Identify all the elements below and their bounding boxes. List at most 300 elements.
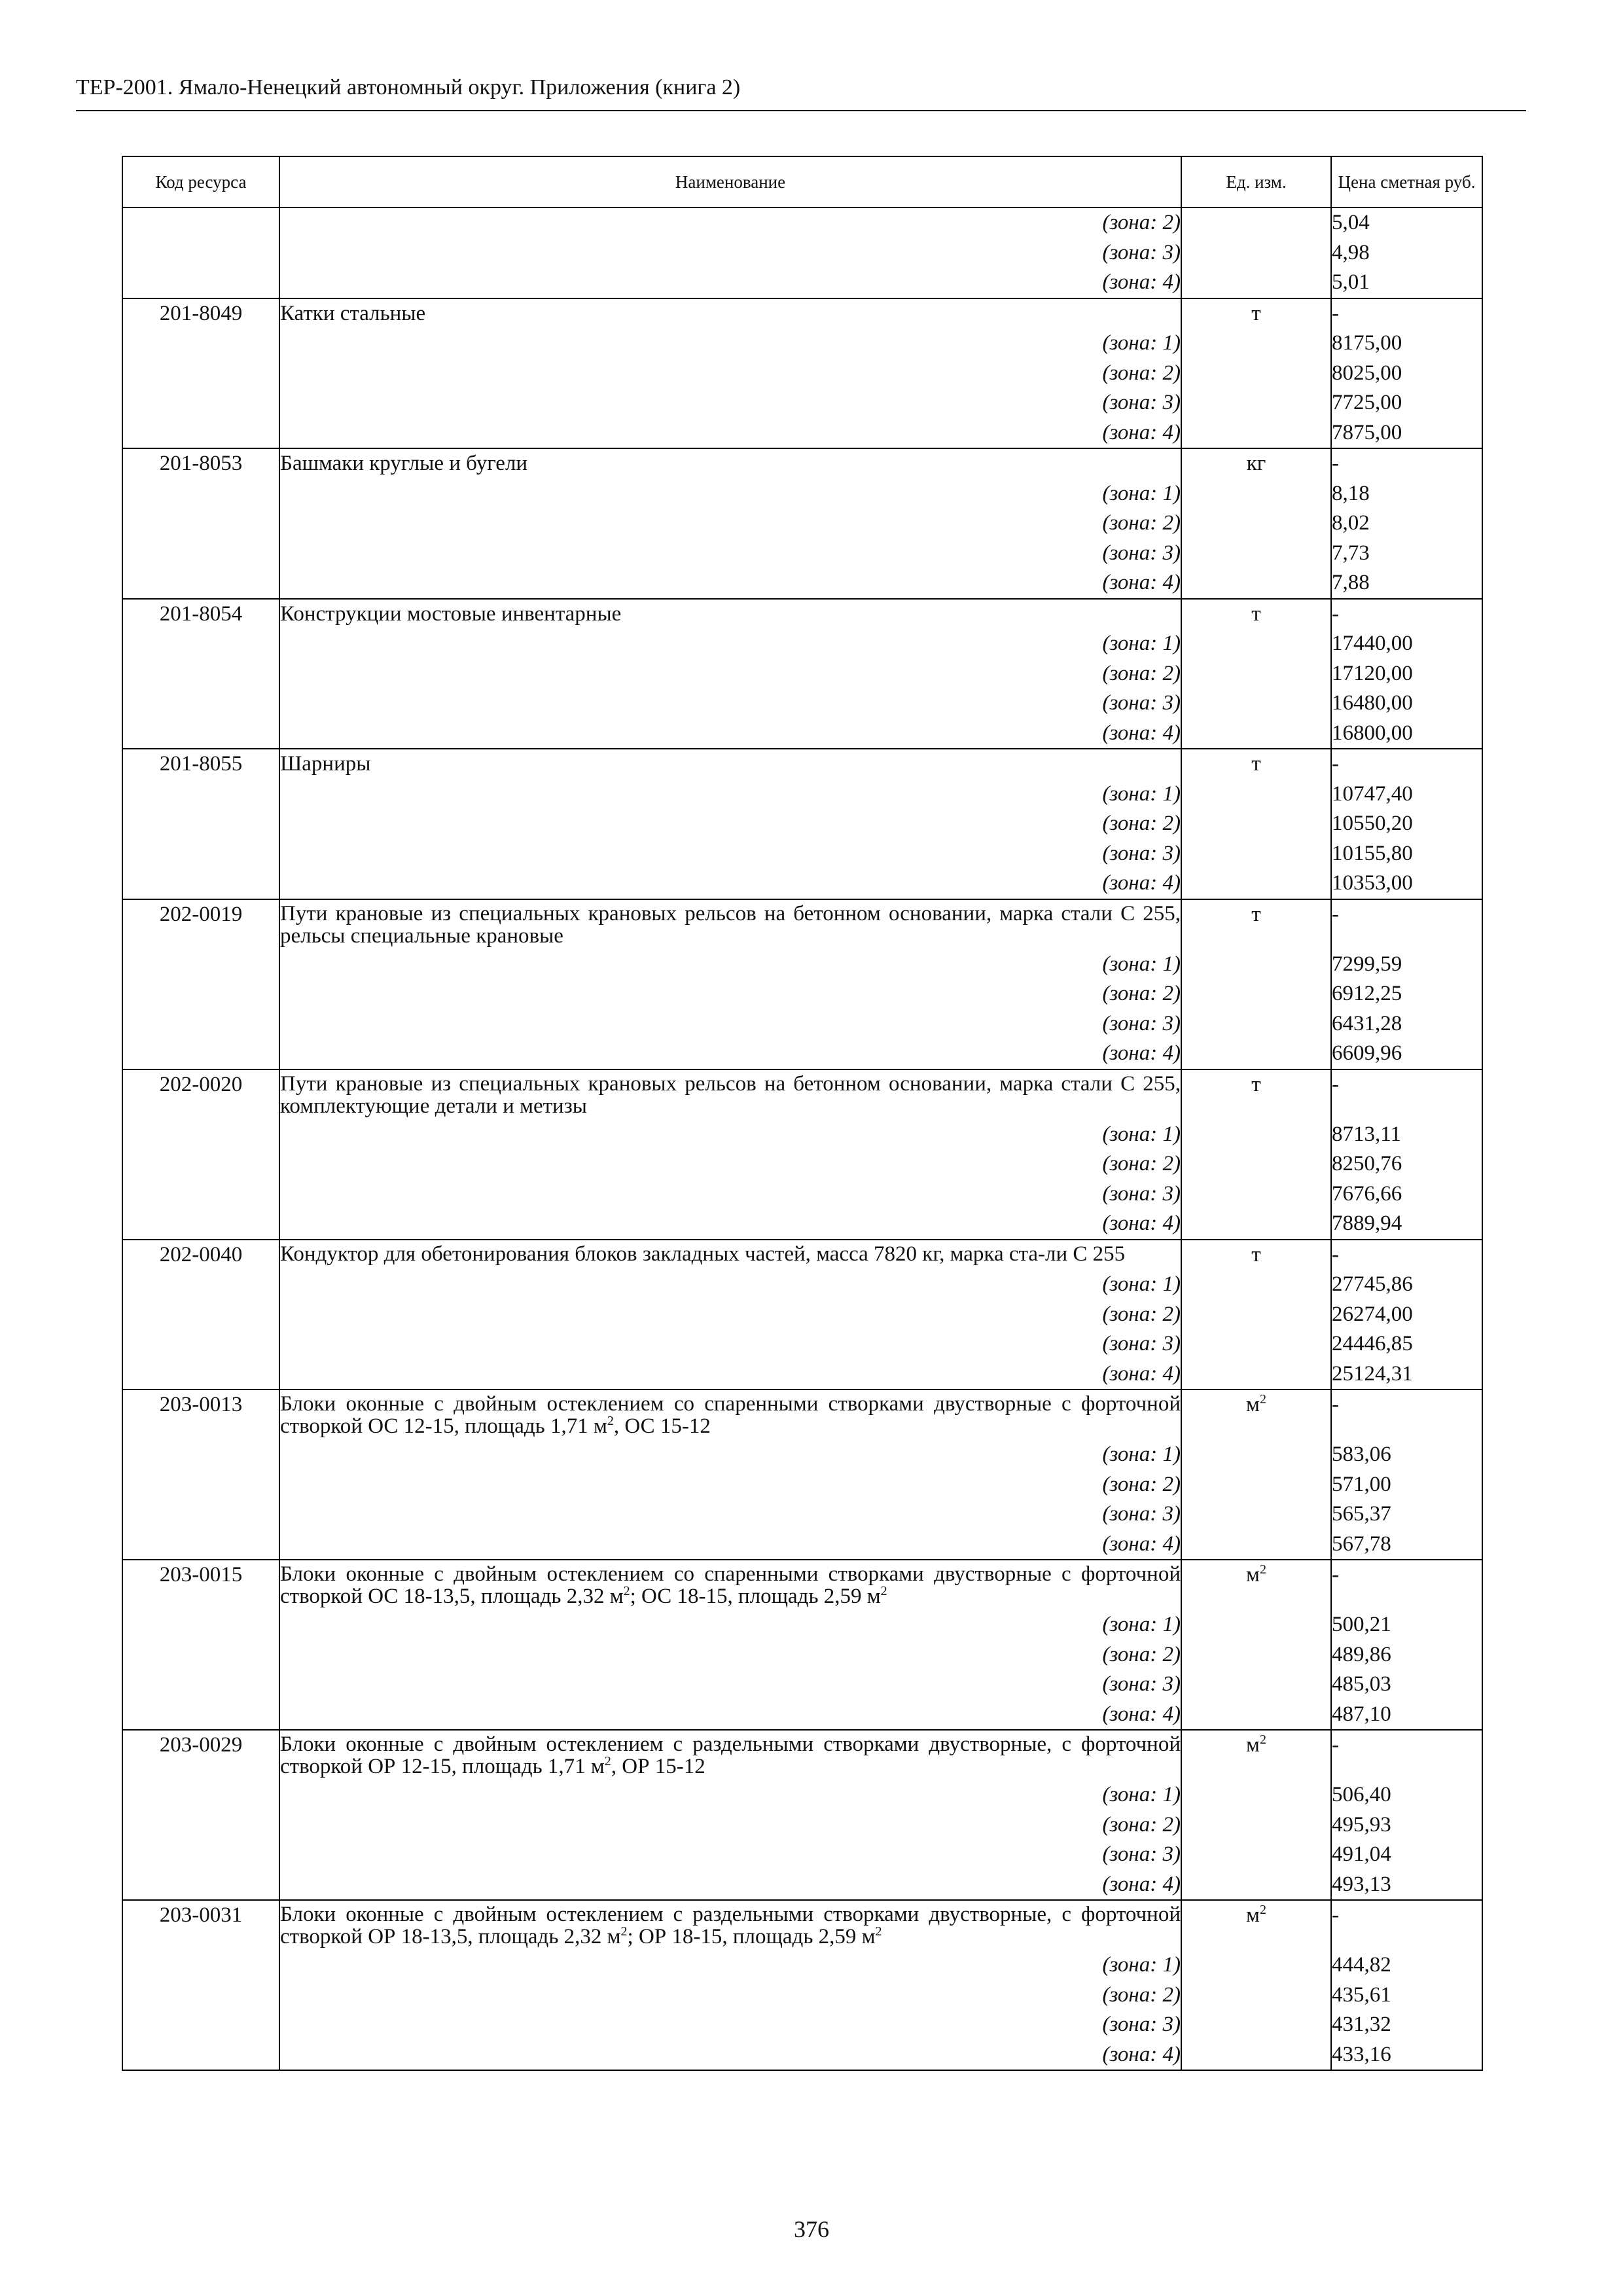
resource-code-cell: [122, 539, 279, 569]
zone-price: 10353,00: [1331, 869, 1482, 899]
unit-cell: [1181, 359, 1331, 389]
zone-price: 444,82: [1331, 1950, 1482, 1981]
zone-row: [122, 1179, 1482, 1210]
resource-name: Блоки оконные с двойным остеклением с раздельными створками двустворные, с форточной створкой ОР 18-13,5, площадь 2,32 $м^2$; ОР 18-15, площадь 2,59 $м^2$: [279, 1900, 1181, 1950]
col-header-name: Наименование: [279, 156, 1181, 207]
zone-price: 8,18: [1331, 479, 1482, 509]
unit-cell: [1181, 809, 1331, 839]
unit-cell: [1181, 979, 1331, 1009]
zone-row: [122, 629, 1482, 659]
zone-row: [122, 839, 1482, 869]
resource-unit: $м^2$: [1181, 1900, 1331, 1950]
header-title: ТЕР-2001. Ямало-Ненецкий автономный округ. Приложения (книга 2): [76, 75, 741, 99]
resource-code-cell: [122, 1270, 279, 1300]
zone-row: [122, 329, 1482, 359]
unit-cell: [1181, 839, 1331, 869]
zone-price: 7725,00: [1331, 388, 1482, 418]
resource-code-cell: [122, 1530, 279, 1560]
zone-row: [122, 539, 1482, 569]
resource-unit: т: [1181, 899, 1331, 950]
zone-price: 25124,31: [1331, 1359, 1482, 1390]
zone-row: [122, 1270, 1482, 1300]
zone-price: 10747,40: [1331, 780, 1482, 810]
zone-price: 6912,25: [1331, 979, 1482, 1009]
zone-label: (зона: 1): [279, 329, 1181, 359]
zone-price: 16480,00: [1331, 689, 1482, 719]
resource-code-cell: [122, 1981, 279, 2011]
unit-cell: [1181, 1329, 1331, 1359]
zone-row: [122, 568, 1482, 599]
resource-code-cell: [122, 1840, 279, 1870]
resource-row: [122, 448, 1482, 479]
unit-cell: [1181, 1981, 1331, 2011]
zone-price: 487,10: [1331, 1700, 1482, 1731]
resource-row: [122, 899, 1482, 950]
resource-code-cell: [122, 1870, 279, 1901]
resource-name: Катки стальные: [279, 298, 1181, 329]
resource-price: -: [1331, 1240, 1482, 1270]
zone-price: 491,04: [1331, 1840, 1482, 1870]
zone-row: [122, 659, 1482, 689]
zone-label: (зона: 1): [279, 1270, 1181, 1300]
unit-cell: [1181, 539, 1331, 569]
zone-row: [122, 780, 1482, 810]
unit-cell: [1181, 1530, 1331, 1560]
unit-cell: [1181, 1870, 1331, 1901]
resource-code-cell: [122, 1359, 279, 1390]
zone-row: [122, 1670, 1482, 1700]
zone-label: (зона: 4): [279, 2040, 1181, 2071]
zone-label: (зона: 1): [279, 1610, 1181, 1640]
zone-label: (зона: 2): [279, 1149, 1181, 1179]
resource-code-cell: [122, 1440, 279, 1470]
zone-row: [122, 479, 1482, 509]
zone-label: (зона: 4): [279, 268, 1181, 298]
resource-code-cell: [122, 268, 279, 298]
zone-row: [122, 359, 1482, 389]
zone-label: (зона: 2): [279, 207, 1181, 238]
unit-cell: [1181, 1670, 1331, 1700]
resource-unit: $м^2$: [1181, 1390, 1331, 1440]
zone-row: [122, 1780, 1482, 1810]
zone-row: [122, 1149, 1482, 1179]
resource-code-cell: [122, 388, 279, 418]
zone-row: [122, 1120, 1482, 1150]
unit-cell: [1181, 1300, 1331, 1330]
unit-cell: [1181, 1499, 1331, 1530]
zone-row: [122, 869, 1482, 899]
zone-price: 8025,00: [1331, 359, 1482, 389]
unit-cell: [1181, 869, 1331, 899]
unit-cell: [1181, 329, 1331, 359]
resource-code: 202-0020: [122, 1069, 279, 1120]
resource-row: [122, 1240, 1482, 1270]
zone-price: 506,40: [1331, 1780, 1482, 1810]
zone-label: (зона: 2): [279, 1640, 1181, 1670]
resource-code-cell: [122, 1780, 279, 1810]
unit-cell: [1181, 1440, 1331, 1470]
zone-price: 7676,66: [1331, 1179, 1482, 1210]
zone-row: [122, 2010, 1482, 2040]
resource-price: -: [1331, 448, 1482, 479]
zone-label: (зона: 3): [279, 689, 1181, 719]
zone-price: 6431,28: [1331, 1009, 1482, 1039]
zone-label: (зона: 3): [279, 1009, 1181, 1039]
zone-price: 27745,86: [1331, 1270, 1482, 1300]
zone-price: 7299,59: [1331, 950, 1482, 980]
resource-code-cell: [122, 1499, 279, 1530]
zone-row: [122, 1610, 1482, 1640]
resource-code-cell: [122, 1670, 279, 1700]
unit-cell: [1181, 1950, 1331, 1981]
resource-code-cell: [122, 869, 279, 899]
unit-cell: [1181, 1470, 1331, 1500]
zone-price: 500,21: [1331, 1610, 1482, 1640]
zone-label: (зона: 4): [279, 1359, 1181, 1390]
resource-unit: т: [1181, 298, 1331, 329]
resource-row: [122, 298, 1482, 329]
zone-price: 567,78: [1331, 1530, 1482, 1560]
zone-label: (зона: 2): [279, 1300, 1181, 1330]
unit-cell: [1181, 1610, 1331, 1640]
zone-price: 17120,00: [1331, 659, 1482, 689]
zone-label: (зона: 2): [279, 359, 1181, 389]
zone-price: 435,61: [1331, 1981, 1482, 2011]
zone-price: 24446,85: [1331, 1329, 1482, 1359]
unit-cell: [1181, 1009, 1331, 1039]
zone-label: (зона: 1): [279, 479, 1181, 509]
col-header-price: Цена сметная руб.: [1331, 156, 1482, 207]
zone-price: 571,00: [1331, 1470, 1482, 1500]
zone-row: [122, 238, 1482, 268]
zone-price: 10550,20: [1331, 809, 1482, 839]
zone-label: (зона: 4): [279, 1870, 1181, 1901]
zone-label: (зона: 4): [279, 418, 1181, 449]
unit-cell: [1181, 568, 1331, 599]
resource-code: 202-0040: [122, 1240, 279, 1270]
unit-cell: [1181, 1640, 1331, 1670]
zone-row: [122, 207, 1482, 238]
zone-label: (зона: 1): [279, 1440, 1181, 1470]
zone-price: 7,73: [1331, 539, 1482, 569]
resource-code-cell: [122, 1120, 279, 1150]
resource-code-cell: [122, 1179, 279, 1210]
zone-row: [122, 1009, 1482, 1039]
zone-price: 431,32: [1331, 2010, 1482, 2040]
zone-label: (зона: 4): [279, 568, 1181, 599]
zone-label: (зона: 2): [279, 509, 1181, 539]
zone-row: [122, 1499, 1482, 1530]
resource-code-cell: [122, 207, 279, 238]
unit-cell: [1181, 479, 1331, 509]
zone-row: [122, 809, 1482, 839]
resource-row: [122, 1390, 1482, 1440]
zone-label: (зона: 2): [279, 1470, 1181, 1500]
zone-price: 495,93: [1331, 1810, 1482, 1840]
zone-label: (зона: 1): [279, 1120, 1181, 1150]
zone-label: (зона: 3): [279, 1499, 1181, 1530]
resource-code: 203-0031: [122, 1900, 279, 1950]
zone-label: (зона: 2): [279, 659, 1181, 689]
zone-row: [122, 418, 1482, 449]
resource-code: 202-0019: [122, 899, 279, 950]
zone-label: (зона: 4): [279, 1039, 1181, 1069]
unit-cell: [1181, 509, 1331, 539]
resource-name: Конструкции мостовые инвентарные: [279, 599, 1181, 630]
resource-code-cell: [122, 1640, 279, 1670]
zone-price: 8250,76: [1331, 1149, 1482, 1179]
resource-unit: $м^2$: [1181, 1560, 1331, 1610]
zone-label: (зона: 3): [279, 1329, 1181, 1359]
zone-row: [122, 1840, 1482, 1870]
unit-cell: [1181, 719, 1331, 749]
zone-label: (зона: 4): [279, 719, 1181, 749]
resource-price: -: [1331, 1900, 1482, 1950]
resource-code-cell: [122, 329, 279, 359]
unit-cell: [1181, 207, 1331, 238]
zone-row: [122, 388, 1482, 418]
resource-code: 201-8055: [122, 749, 279, 780]
resource-code-cell: [122, 1209, 279, 1240]
zone-row: [122, 1981, 1482, 2011]
price-table: [122, 156, 1483, 2071]
resource-row: [122, 1730, 1482, 1780]
zone-price: 485,03: [1331, 1670, 1482, 1700]
running-header: [76, 72, 1526, 111]
resource-code-cell: [122, 1149, 279, 1179]
resource-code-cell: [122, 1610, 279, 1640]
zone-row: [122, 1950, 1482, 1981]
zone-price: 583,06: [1331, 1440, 1482, 1470]
resource-code-cell: [122, 1470, 279, 1500]
zone-price: 565,37: [1331, 1499, 1482, 1530]
resource-unit: т: [1181, 1240, 1331, 1270]
resource-row: [122, 749, 1482, 780]
resource-code-cell: [122, 809, 279, 839]
zone-label: (зона: 3): [279, 2010, 1181, 2040]
zone-price: 4,98: [1331, 238, 1482, 268]
zone-row: [122, 1530, 1482, 1560]
unit-cell: [1181, 238, 1331, 268]
zone-row: [122, 719, 1482, 749]
zone-label: (зона: 3): [279, 1179, 1181, 1210]
resource-code-cell: [122, 659, 279, 689]
resource-code-cell: [122, 509, 279, 539]
resource-name: Шарниры: [279, 749, 1181, 780]
resource-row: [122, 1900, 1482, 1950]
unit-cell: [1181, 780, 1331, 810]
zone-label: (зона: 3): [279, 388, 1181, 418]
resource-price: -: [1331, 599, 1482, 630]
zone-label: (зона: 2): [279, 809, 1181, 839]
zone-price: 26274,00: [1331, 1300, 1482, 1330]
resource-unit: $м^2$: [1181, 1730, 1331, 1780]
resource-code-cell: [122, 1950, 279, 1981]
zone-row: [122, 1329, 1482, 1359]
unit-cell: [1181, 1810, 1331, 1840]
zone-price: 8,02: [1331, 509, 1482, 539]
zone-row: [122, 2040, 1482, 2071]
resource-name: Башмаки круглые и бугели: [279, 448, 1181, 479]
resource-code-cell: [122, 719, 279, 749]
resource-code-cell: [122, 568, 279, 599]
zone-row: [122, 268, 1482, 298]
zone-row: [122, 950, 1482, 980]
zone-label: (зона: 1): [279, 780, 1181, 810]
unit-cell: [1181, 1359, 1331, 1390]
zone-price: 489,86: [1331, 1640, 1482, 1670]
resource-price: -: [1331, 749, 1482, 780]
unit-cell: [1181, 2040, 1331, 2071]
zone-row: [122, 1209, 1482, 1240]
resource-code-cell: [122, 1810, 279, 1840]
zone-row: [122, 1300, 1482, 1330]
resource-code-cell: [122, 950, 279, 980]
resource-name: Пути крановые из специальных крановых рельсов на бетонном основании, марка стали С 255, рельсы специальные крановые: [279, 899, 1181, 950]
zone-row: [122, 1359, 1482, 1390]
zone-price: 7,88: [1331, 568, 1482, 599]
unit-cell: [1181, 1039, 1331, 1069]
resource-code: 201-8049: [122, 298, 279, 329]
table-header-row: [122, 156, 1482, 207]
resource-price: -: [1331, 298, 1482, 329]
zone-label: (зона: 4): [279, 869, 1181, 899]
zone-label: (зона: 3): [279, 238, 1181, 268]
unit-cell: [1181, 388, 1331, 418]
table-body: [122, 207, 1482, 2070]
unit-cell: [1181, 1209, 1331, 1240]
zone-label: (зона: 1): [279, 629, 1181, 659]
zone-price: 7889,94: [1331, 1209, 1482, 1240]
resource-code-cell: [122, 2040, 279, 2071]
col-header-unit: Ед. изм.: [1181, 156, 1331, 207]
resource-row: [122, 599, 1482, 630]
resource-price: -: [1331, 1730, 1482, 1780]
zone-price: 6609,96: [1331, 1039, 1482, 1069]
zone-label: (зона: 3): [279, 1840, 1181, 1870]
zone-label: (зона: 1): [279, 950, 1181, 980]
zone-label: (зона: 4): [279, 1530, 1181, 1560]
resource-code-cell: [122, 1039, 279, 1069]
zone-row: [122, 1700, 1482, 1731]
resource-price: -: [1331, 1560, 1482, 1610]
zone-price: 433,16: [1331, 2040, 1482, 2071]
resource-row: [122, 1069, 1482, 1120]
resource-code-cell: [122, 2010, 279, 2040]
zone-price: 5,01: [1331, 268, 1482, 298]
zone-label: (зона: 4): [279, 1209, 1181, 1240]
resource-code-cell: [122, 839, 279, 869]
page-number: 376: [794, 2216, 829, 2242]
unit-cell: [1181, 689, 1331, 719]
resource-code-cell: [122, 979, 279, 1009]
resource-code-cell: [122, 1300, 279, 1330]
resource-code-cell: [122, 238, 279, 268]
zone-row: [122, 689, 1482, 719]
unit-cell: [1181, 629, 1331, 659]
unit-cell: [1181, 1840, 1331, 1870]
zone-row: [122, 1870, 1482, 1901]
resource-code-cell: [122, 780, 279, 810]
zone-price: 10155,80: [1331, 839, 1482, 869]
zone-price: 5,04: [1331, 207, 1482, 238]
col-header-code: Код ресурса: [122, 156, 279, 207]
resource-code-cell: [122, 418, 279, 449]
zone-label: (зона: 3): [279, 539, 1181, 569]
zone-label: (зона: 1): [279, 1780, 1181, 1810]
unit-cell: [1181, 1179, 1331, 1210]
resource-code: 201-8053: [122, 448, 279, 479]
zone-price: 493,13: [1331, 1870, 1482, 1901]
resource-code-cell: [122, 479, 279, 509]
resource-code: 201-8054: [122, 599, 279, 630]
unit-cell: [1181, 268, 1331, 298]
zone-label: (зона: 4): [279, 1700, 1181, 1731]
unit-cell: [1181, 1700, 1331, 1731]
resource-name: Блоки оконные с двойным остеклением со спаренными створками двустворные с форточной створкой ОС 18-13,5, площадь 2,32 $м^2$; ОС 18-15, площадь 2,59 $м^2$: [279, 1560, 1181, 1610]
unit-cell: [1181, 659, 1331, 689]
resource-price: -: [1331, 1390, 1482, 1440]
zone-row: [122, 979, 1482, 1009]
zone-price: 8713,11: [1331, 1120, 1482, 1150]
zone-price: 17440,00: [1331, 629, 1482, 659]
resource-unit: т: [1181, 749, 1331, 780]
zone-label: (зона: 1): [279, 1950, 1181, 1981]
resource-unit: т: [1181, 1069, 1331, 1120]
resource-code-cell: [122, 629, 279, 659]
resource-code-cell: [122, 689, 279, 719]
zone-row: [122, 1470, 1482, 1500]
unit-cell: [1181, 418, 1331, 449]
resource-row: [122, 1560, 1482, 1610]
unit-cell: [1181, 1780, 1331, 1810]
resource-name: Блоки оконные с двойным остеклением с раздельными створками двустворные, с форточной створкой ОР 12-15, площадь 1,71 $м^2$, ОР 15-12: [279, 1730, 1181, 1780]
resource-unit: т: [1181, 599, 1331, 630]
zone-label: (зона: 3): [279, 839, 1181, 869]
zone-price: 8175,00: [1331, 329, 1482, 359]
zone-row: [122, 1640, 1482, 1670]
zone-row: [122, 1810, 1482, 1840]
zone-label: (зона: 2): [279, 1810, 1181, 1840]
unit-cell: [1181, 1149, 1331, 1179]
resource-name: Блоки оконные с двойным остеклением со спаренными створками двустворные с форточной створкой ОС 12-15, площадь 1,71 $м^2$, ОС 15-12: [279, 1390, 1181, 1440]
unit-cell: [1181, 950, 1331, 980]
resource-name: Пути крановые из специальных крановых рельсов на бетонном основании, марка стали С 255, комплектующие детали и метизы: [279, 1069, 1181, 1120]
resource-unit: кг: [1181, 448, 1331, 479]
resource-code: 203-0013: [122, 1390, 279, 1440]
resource-code: 203-0029: [122, 1730, 279, 1780]
resource-code: 203-0015: [122, 1560, 279, 1610]
zone-row: [122, 1039, 1482, 1069]
unit-cell: [1181, 1120, 1331, 1150]
resource-price: -: [1331, 899, 1482, 950]
zone-price: 16800,00: [1331, 719, 1482, 749]
resource-price: -: [1331, 1069, 1482, 1120]
zone-price: 7875,00: [1331, 418, 1482, 449]
resource-name: Кондуктор для обетонирования блоков закладных частей, масса 7820 кг, марка ста-ли С 255: [279, 1240, 1181, 1270]
zone-row: [122, 1440, 1482, 1470]
zone-label: (зона: 3): [279, 1670, 1181, 1700]
zone-row: [122, 509, 1482, 539]
zone-label: (зона: 2): [279, 1981, 1181, 2011]
zone-label: (зона: 2): [279, 979, 1181, 1009]
unit-cell: [1181, 2010, 1331, 2040]
unit-cell: [1181, 1270, 1331, 1300]
resource-code-cell: [122, 1700, 279, 1731]
resource-code-cell: [122, 359, 279, 389]
resource-code-cell: [122, 1329, 279, 1359]
resource-code-cell: [122, 1009, 279, 1039]
